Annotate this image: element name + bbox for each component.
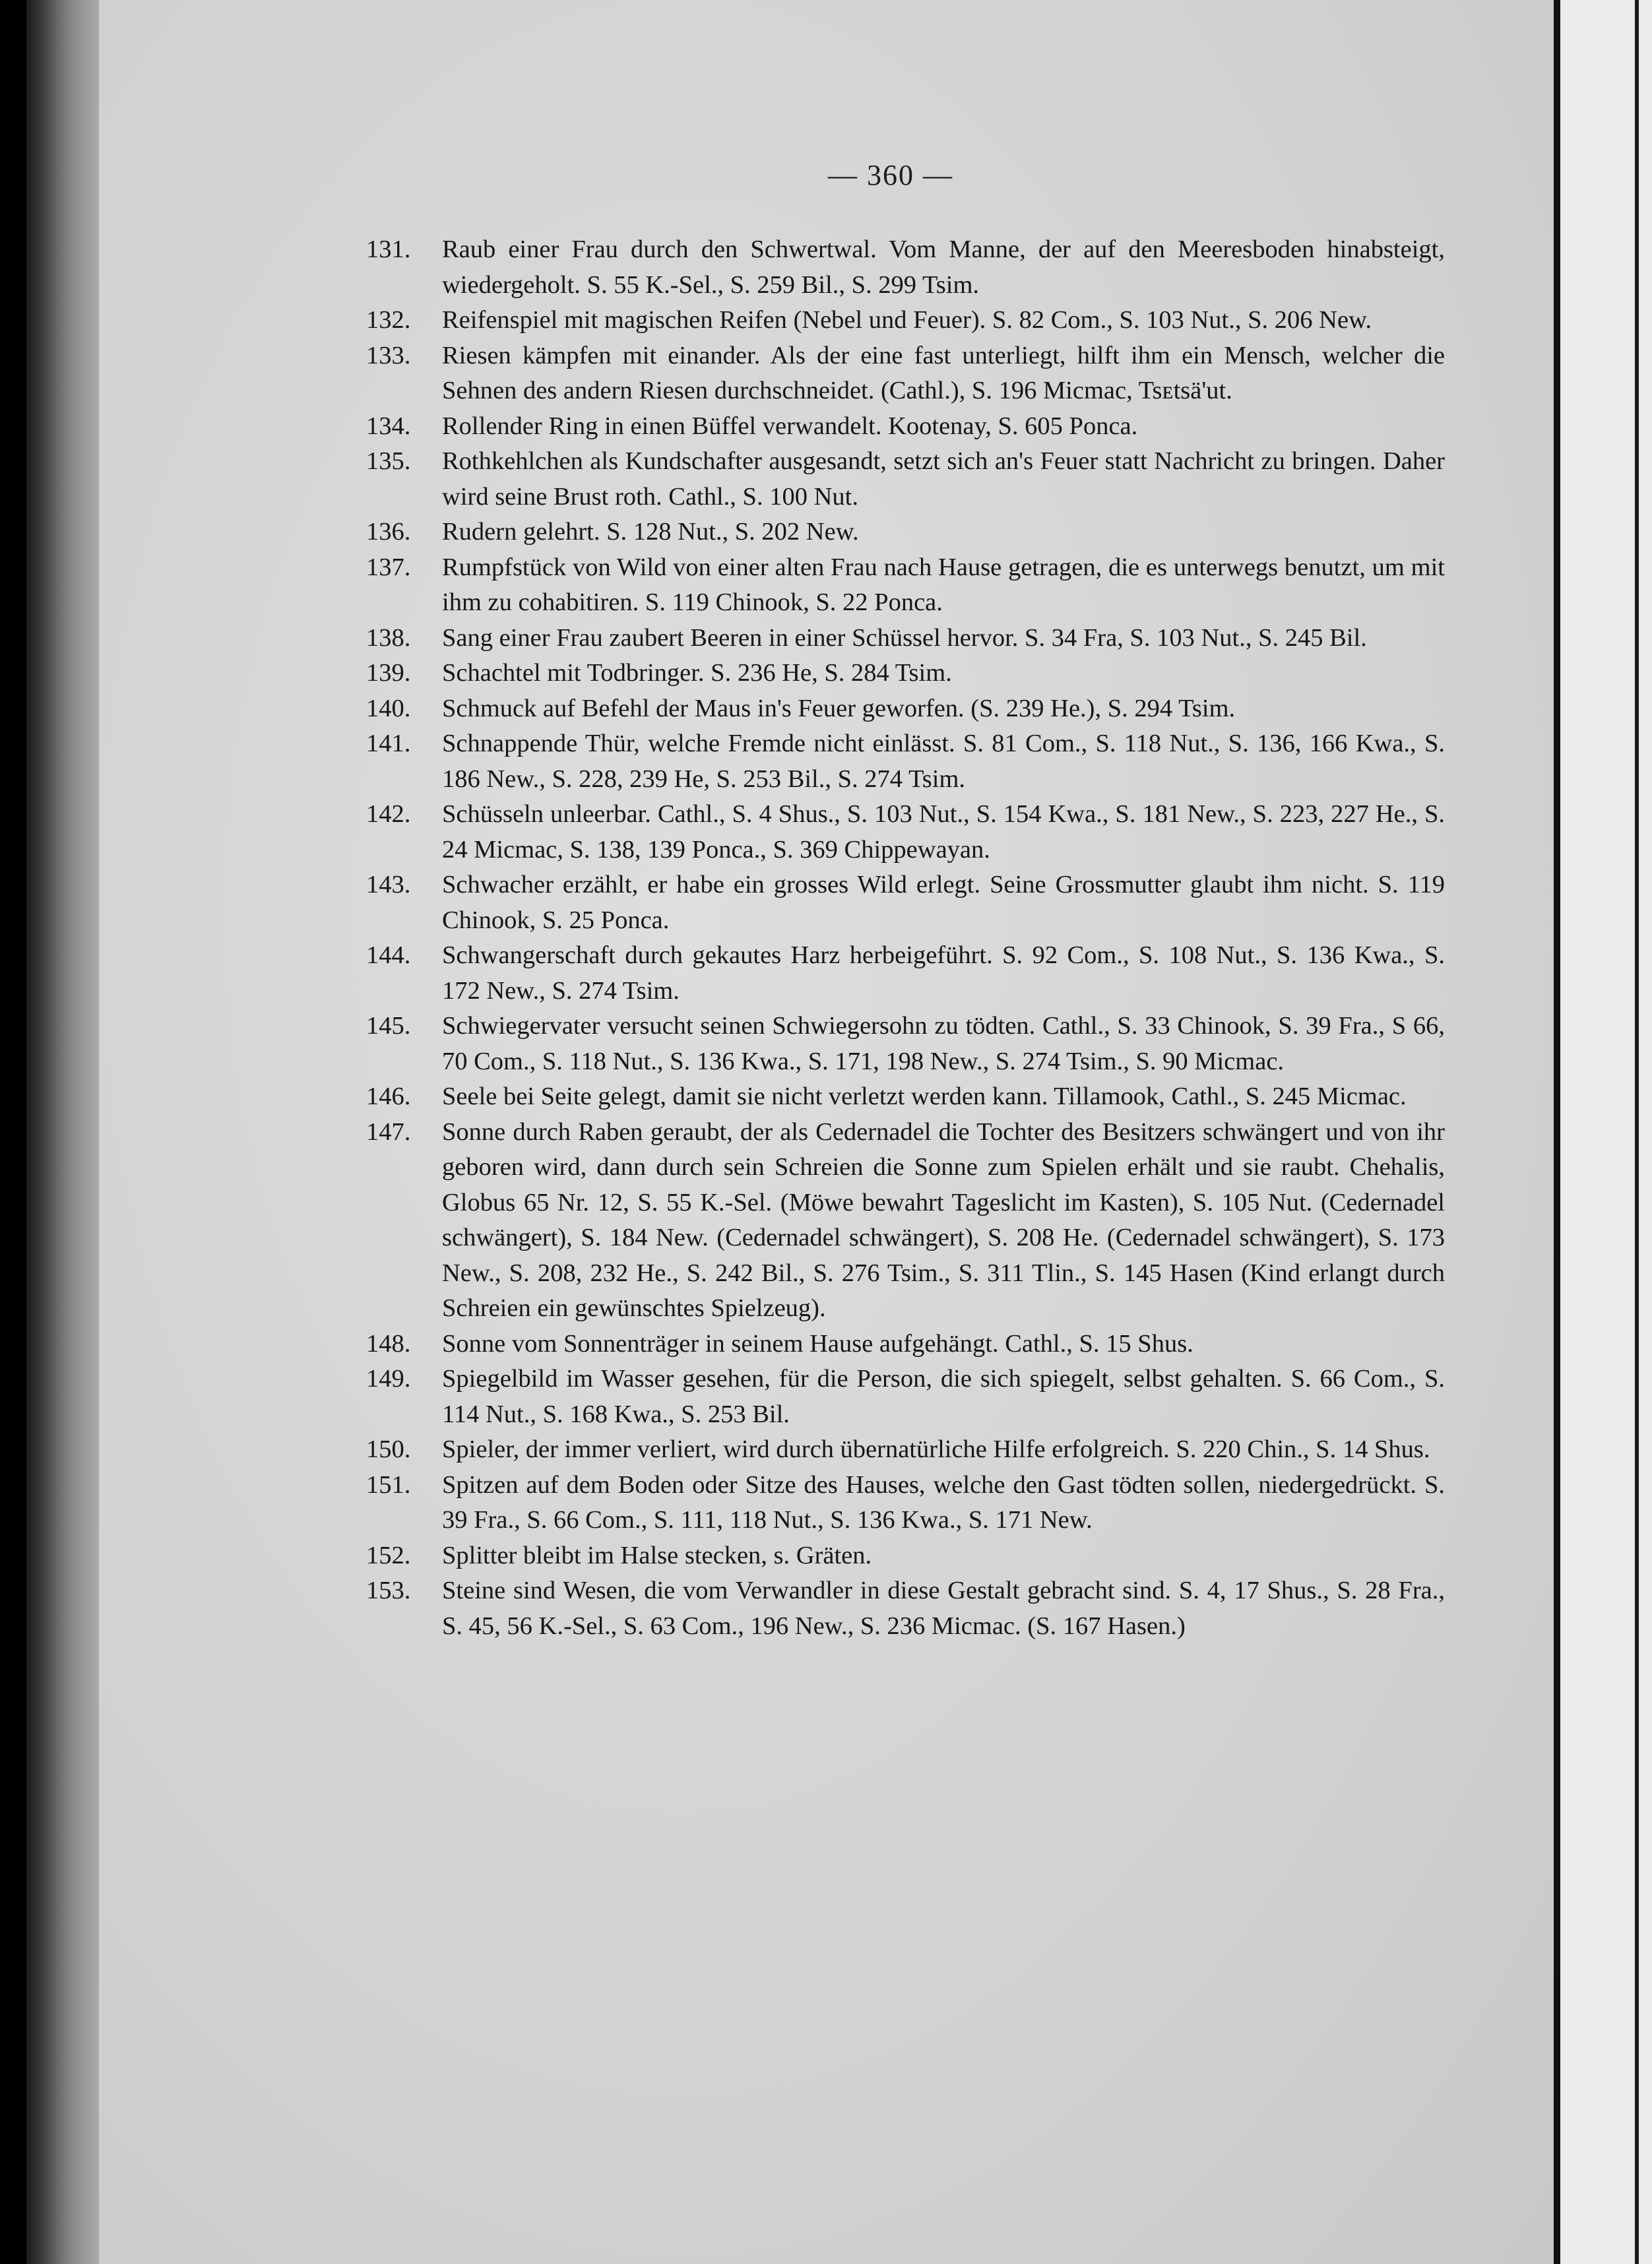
- index-entry: [366, 232, 1445, 303]
- scan-edge-line: [1635, 0, 1639, 2264]
- entry-number: 137.: [366, 553, 411, 581]
- entry-text: Seele bei Seite gelegt, damit sie nicht verletzt werden kann. Tillamook, Cathl., S. 245 Micmac.: [442, 1083, 1407, 1110]
- entry-text: Schmuck auf Befehl der Maus in's Feuer geworfen. (S. 239 He.), S. 294 Tsim.: [442, 694, 1236, 722]
- index-entry: [366, 1009, 1445, 1079]
- index-entry: [366, 303, 1445, 338]
- entry-text: Rumpfstück von Wild von einer alten Frau nach Hause getragen, die es unterwegs benutzt, um mit ihm zu cohabitiren. S. 119 Chinook, S. 22 Ponca.: [442, 553, 1445, 616]
- entry-text: Schwacher erzählt, er habe ein grosses Wild erlegt. Seine Grossmutter glaubt ihm nicht. S. 119 Chinook, S. 25 Ponca.: [442, 871, 1445, 934]
- entry-text: Rothkehlchen als Kundschafter ausgesandt, setzt sich an's Feuer statt Nachricht zu bringen. Daher wird seine Brust roth. Cathl., S. 100 Nut.: [442, 447, 1445, 511]
- entry-number: 152.: [366, 1541, 411, 1569]
- index-entry: [366, 621, 1445, 656]
- entry-number: 134.: [366, 412, 411, 440]
- index-entry: [366, 1362, 1445, 1432]
- entry-number: 147.: [366, 1117, 411, 1146]
- index-entry: [366, 1115, 1445, 1327]
- entry-number: 141.: [366, 730, 411, 757]
- entry-number: 135.: [366, 447, 411, 475]
- entry-number: 138.: [366, 623, 411, 652]
- entry-text: Spieler, der immer verliert, wird durch übernatürliche Hilfe erfolgreich. S. 220 Chin., S. 14 Shus.: [442, 1435, 1430, 1463]
- entry-text: Schwiegervater versucht seinen Schwiegersohn zu tödten. Cathl., S. 33 Chinook, S. 39 Fra., S 66, 70 Com., S. 118 Nut., S. 136 Kwa., S. 171, 198 New., S. 274 Tsim., S. 90 Micmac.: [442, 1012, 1445, 1075]
- entry-number: 144.: [366, 941, 411, 969]
- entry-number: 139.: [366, 659, 411, 687]
- entry-text: Riesen kämpfen mit einander. Als der eine fast unterliegt, hilft ihm ein Mensch, welcher die Sehnen des andern Riesen durchschneidet. (Cathl.), S. 196 Micmac, Tsᴇtsä'ut.: [442, 341, 1445, 404]
- entry-text: Sonne vom Sonnenträger in seinem Hause aufgehängt. Cathl., S. 15 Shus.: [442, 1329, 1193, 1358]
- entry-text: Sonne durch Raben geraubt, der als Cedernadel die Tochter des Besitzers schwängert und von ihr geboren wird, dann durch sein Schreien die Sonne zum Spielen erhält und sie raubt. Chehalis, Globus 65 Nr. 12, S. 55 K.-Sel. (Möwe bewahrt Tageslicht im Kasten), S. 105 Nut. (Cedernadel schwängert), S. 184 New. (Cedernadel schwängert), S. 208 He. (Cedernadel schwängert), S. 173 New., S. 208, 232 He., S. 242 Bil., S. 276 Tsim., S. 311 Tlin., S. 145 Hasen (Kind erlangt durch Schreien ein gewünschtes Spielzeug).: [442, 1117, 1445, 1322]
- index-entry: [366, 515, 1445, 550]
- entry-number: 132.: [366, 306, 411, 334]
- entry-text: Splitter bleibt im Halse stecken, s. Gräten.: [442, 1541, 872, 1569]
- entry-text: Rollender Ring in einen Büffel verwandelt. Kootenay, S. 605 Ponca.: [442, 412, 1138, 440]
- entry-text: Steine sind Wesen, die vom Verwandler in diese Gestalt gebracht sind. S. 4, 17 Shus., S. 28 Fra., S. 45, 56 K.-Sel., S. 63 Com., 196 New., S. 236 Micmac. (S. 167 Hasen.): [442, 1577, 1445, 1640]
- entry-text: Schüsseln unleerbar. Cathl., S. 4 Shus., S. 103 Nut., S. 154 Kwa., S. 181 New., S. 223, 227 He., S. 24 Micmac, S. 138, 139 Ponca., S. 369 Chippewayan.: [442, 800, 1445, 864]
- entry-number: 151.: [366, 1470, 411, 1499]
- entry-number: 146.: [366, 1083, 411, 1110]
- index-entry: [366, 1538, 1445, 1574]
- entry-number: 136.: [366, 518, 411, 546]
- entry-text: Spitzen auf dem Boden oder Sitze des Hauses, welche den Gast tödten sollen, niedergedrückt. S. 39 Fra., S. 66 Com., S. 111, 118 Nut., S. 136 Kwa., S. 171 New.: [442, 1470, 1445, 1534]
- index-entry: [366, 409, 1445, 445]
- entry-number: 131.: [366, 236, 411, 263]
- index-entry: [366, 726, 1445, 797]
- index-entry: [366, 938, 1445, 1009]
- index-entry: [366, 1432, 1445, 1468]
- index-entry: [366, 867, 1445, 938]
- entry-number: 140.: [366, 694, 411, 722]
- entry-text: Spiegelbild im Wasser gesehen, für die Person, die sich spiegelt, selbst gehalten. S. 66 Com., S. 114 Nut., S. 168 Kwa., S. 253 Bil.: [442, 1365, 1445, 1428]
- entry-number: 150.: [366, 1435, 411, 1463]
- entry-number: 148.: [366, 1329, 411, 1358]
- entry-number: 142.: [366, 800, 411, 828]
- page-gutter: [1554, 0, 1560, 2264]
- page-number: — 360 —: [828, 159, 953, 191]
- entry-text: Schachtel mit Todbringer. S. 236 He, S. 284 Tsim.: [442, 659, 952, 687]
- index-entry: [366, 797, 1445, 867]
- entry-text: Sang einer Frau zaubert Beeren in einer Schüssel hervor. S. 34 Fra, S. 103 Nut., S. 245 Bil.: [442, 623, 1367, 652]
- index-entry-list: [366, 232, 1445, 1644]
- entry-text: Raub einer Frau durch den Schwertwal. Vom Manne, der auf den Meeresboden hinabsteigt, wiedergeholt. S. 55 K.-Sel., S. 259 Bil., S. 299 Tsim.: [442, 236, 1445, 299]
- entry-number: 145.: [366, 1012, 411, 1040]
- index-entry: [366, 444, 1445, 515]
- entry-number: 143.: [366, 871, 411, 898]
- index-entry: [366, 1468, 1445, 1538]
- index-entry: [366, 691, 1445, 727]
- index-entry: [366, 550, 1445, 621]
- entry-number: 133.: [366, 341, 411, 369]
- entry-number: 149.: [366, 1365, 411, 1393]
- book-spine-edge: [26, 0, 106, 2264]
- entry-number: 153.: [366, 1577, 411, 1604]
- index-entry: [366, 1079, 1445, 1115]
- index-entry: [366, 1327, 1445, 1362]
- index-entry: [366, 338, 1445, 409]
- entry-text: Schnappende Thür, welche Fremde nicht einlässt. S. 81 Com., S. 118 Nut., S. 136, 166 Kwa., S. 186 New., S. 228, 239 He, S. 253 Bil., S. 274 Tsim.: [442, 730, 1445, 793]
- entry-text: Schwangerschaft durch gekautes Harz herbeigeführt. S. 92 Com., S. 108 Nut., S. 136 Kwa., S. 172 New., S. 274 Tsim.: [442, 941, 1445, 1005]
- entry-text: Rudern gelehrt. S. 128 Nut., S. 202 New.: [442, 518, 859, 546]
- index-entry: [366, 1573, 1445, 1644]
- index-entry: [366, 656, 1445, 691]
- entry-text: Reifenspiel mit magischen Reifen (Nebel und Feuer). S. 82 Com., S. 103 Nut., S. 206 New.: [442, 306, 1372, 334]
